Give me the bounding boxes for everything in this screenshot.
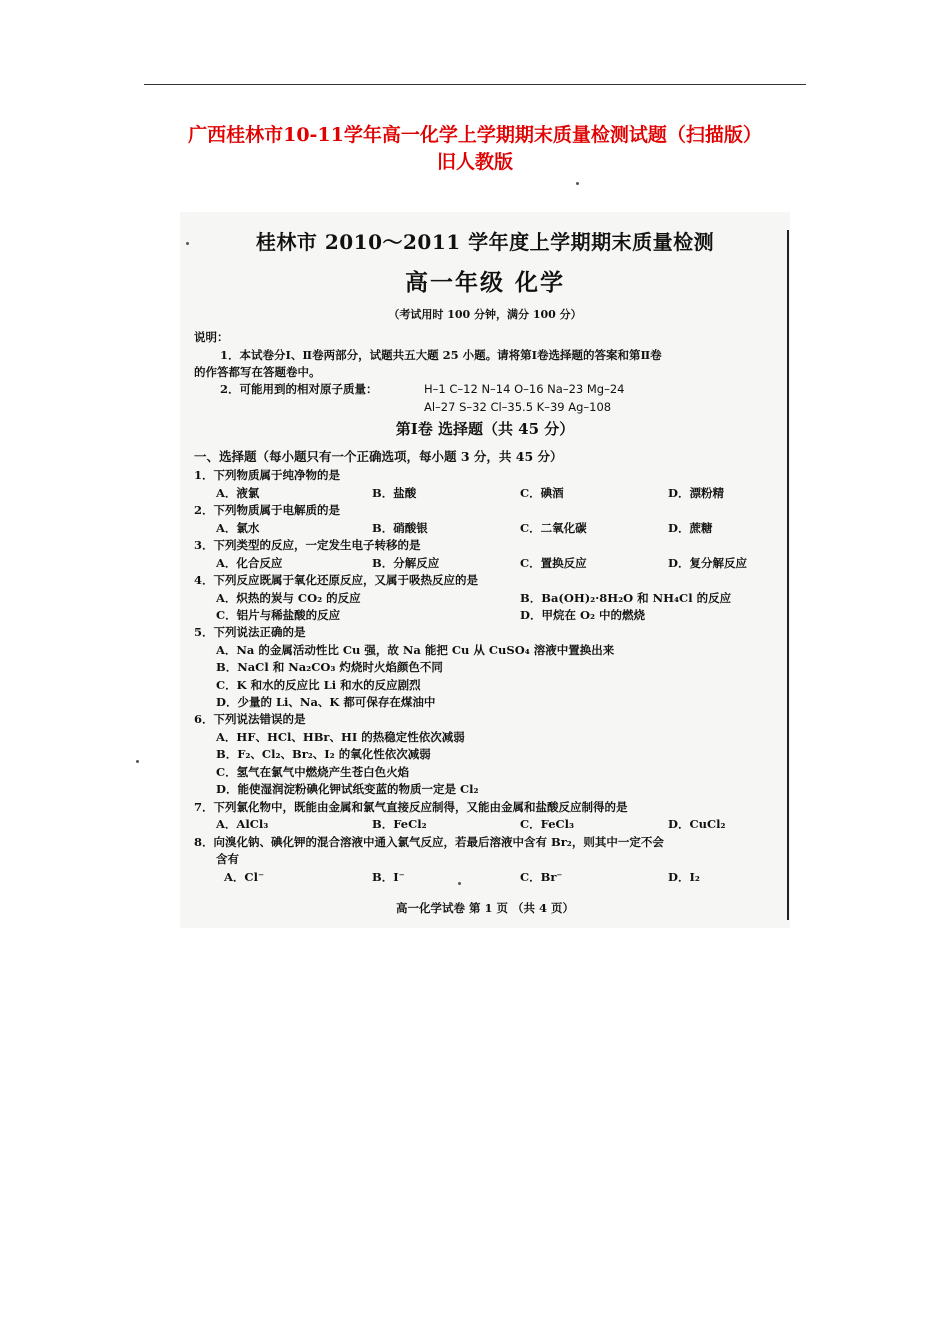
question-8-option-c: C．Br⁻ — [520, 870, 563, 884]
notes-label: 说明： — [194, 330, 229, 344]
question-8-option-d: D．I₂ — [668, 870, 700, 884]
question-2-option-d: D．蔗糖 — [668, 521, 713, 535]
question-3-stem: 3．下列类型的反应，一定发生电子转移的是 — [194, 538, 421, 552]
question-7-option-c: C．FeCl₃ — [520, 817, 575, 831]
question-7-option-d: D．CuCl₂ — [668, 817, 726, 831]
question-4-option-b: B．Ba(OH)₂·8H₂O 和 NH₄Cl 的反应 — [520, 591, 732, 605]
question-6-stem: 6．下列说法错误的是 — [194, 712, 306, 726]
question-7-option-a: A．AlCl₃ — [216, 817, 269, 831]
top-rule — [144, 84, 806, 85]
scan-speck — [576, 182, 579, 185]
question-1-option-a: A．液氯 — [216, 486, 260, 500]
question-8-stem: 8．向溴化钠、碘化钾的混合溶液中通入氯气反应，若最后溶液中含有 Br₂，则其中一定不会 — [194, 835, 664, 849]
question-6-option-a: A．HF、HCl、HBr、HI 的热稳定性依次减弱 — [216, 730, 465, 744]
question-3-option-c: C．置换反应 — [520, 556, 587, 570]
exam-subtitle: 高一年级 化学 — [404, 269, 565, 296]
question-2-option-b: B．硝酸银 — [372, 521, 428, 535]
question-4-stem: 4．下列反应既属于氧化还原反应，又属于吸热反应的是 — [194, 573, 478, 587]
note-1b: 的作答都写在答题卷中。 — [194, 365, 321, 379]
question-1-option-b: B．盐酸 — [372, 486, 417, 500]
question-2-stem: 2．下列物质属于电解质的是 — [194, 503, 341, 517]
scan-edge-line — [787, 230, 789, 920]
note-1a: 1．本试卷分Ⅰ、Ⅱ卷两部分，试题共五大题 25 小题。请将第Ⅰ卷选择题的答案和第Ⅱ卷 — [220, 348, 662, 362]
question-1-option-c: C．碘酒 — [520, 486, 564, 500]
scan-speck — [458, 882, 461, 885]
question-8-option-b: B．I⁻ — [372, 870, 405, 884]
question-3-option-b: B．分解反应 — [372, 556, 440, 570]
note-2: 2．可能用到的相对原子质量： — [220, 382, 378, 396]
question-6-option-b: B．F₂、Cl₂、Br₂、I₂ 的氧化性依次减弱 — [216, 747, 431, 761]
question-8-option-a: A．Cl⁻ — [224, 870, 265, 884]
exam-time: （考试用时 100 分钟，满分 100 分） — [388, 308, 582, 321]
question-7-option-b: B．FeCl₂ — [372, 817, 427, 831]
document-title-line1: 广西桂林市10-11学年高一化学上学期期末质量检测试题（扫描版） — [188, 124, 762, 146]
scan-speck — [136, 760, 139, 763]
question-3-option-d: D．复分解反应 — [668, 556, 747, 570]
question-7-stem: 7．下列氯化物中，既能由金属和氯气直接反应制得，又能由金属和盐酸反应制得的是 — [194, 800, 628, 814]
question-5-option-c: C．K 和水的反应比 Li 和水的反应剧烈 — [216, 678, 421, 692]
question-4-option-c: C．铝片与稀盐酸的反应 — [216, 608, 341, 622]
question-5-stem: 5．下列说法正确的是 — [194, 625, 306, 639]
section-heading: 一、选择题（每小题只有一个正确选项，每小题 3 分，共 45 分） — [194, 449, 563, 464]
question-5-option-b: B．NaCl 和 Na₂CO₃ 灼烧时火焰颜色不同 — [216, 660, 443, 674]
question-2-option-a: A．氯水 — [216, 521, 260, 535]
question-5-option-a: A．Na 的金属活动性比 Cu 强，故 Na 能把 Cu 从 CuSO₄ 溶液中置换出来 — [216, 643, 615, 657]
question-1-option-d: D．漂粉精 — [668, 486, 724, 500]
question-6-option-d: D．能使湿润淀粉碘化钾试纸变蓝的物质一定是 Cl₂ — [216, 782, 479, 796]
document-title-line2: 旧人教版 — [436, 151, 513, 173]
document-title — [130, 122, 820, 176]
question-6-option-c: C．氢气在氯气中燃烧产生苍白色火焰 — [216, 765, 410, 779]
atomic-masses-line1: H–1 C–12 N–14 O–16 Na–23 Mg–24 — [424, 382, 625, 396]
question-8-stem-continued: 含有 — [216, 852, 239, 866]
exam-title: 桂林市 2010～2011 学年度上学期期末质量检测 — [255, 230, 715, 254]
question-3-option-a: A．化合反应 — [216, 556, 283, 570]
atomic-masses-line2: Al–27 S–32 Cl–35.5 K–39 Ag–108 — [424, 400, 612, 414]
question-4-option-a: A．炽热的炭与 CO₂ 的反应 — [216, 591, 361, 605]
section-title: 第Ⅰ卷 选择题（共 45 分） — [395, 420, 575, 438]
question-1-stem: 1．下列物质属于纯净物的是 — [194, 468, 341, 482]
page-footer: 高一化学试卷 第 1 页 （共 4 页） — [395, 901, 575, 915]
question-2-option-c: C．二氧化碳 — [520, 521, 587, 535]
question-5-option-d: D．少量的 Li、Na、K 都可保存在煤油中 — [216, 695, 436, 709]
scanned-exam-page — [180, 212, 790, 928]
question-4-option-d: D．甲烷在 O₂ 中的燃烧 — [520, 608, 646, 622]
